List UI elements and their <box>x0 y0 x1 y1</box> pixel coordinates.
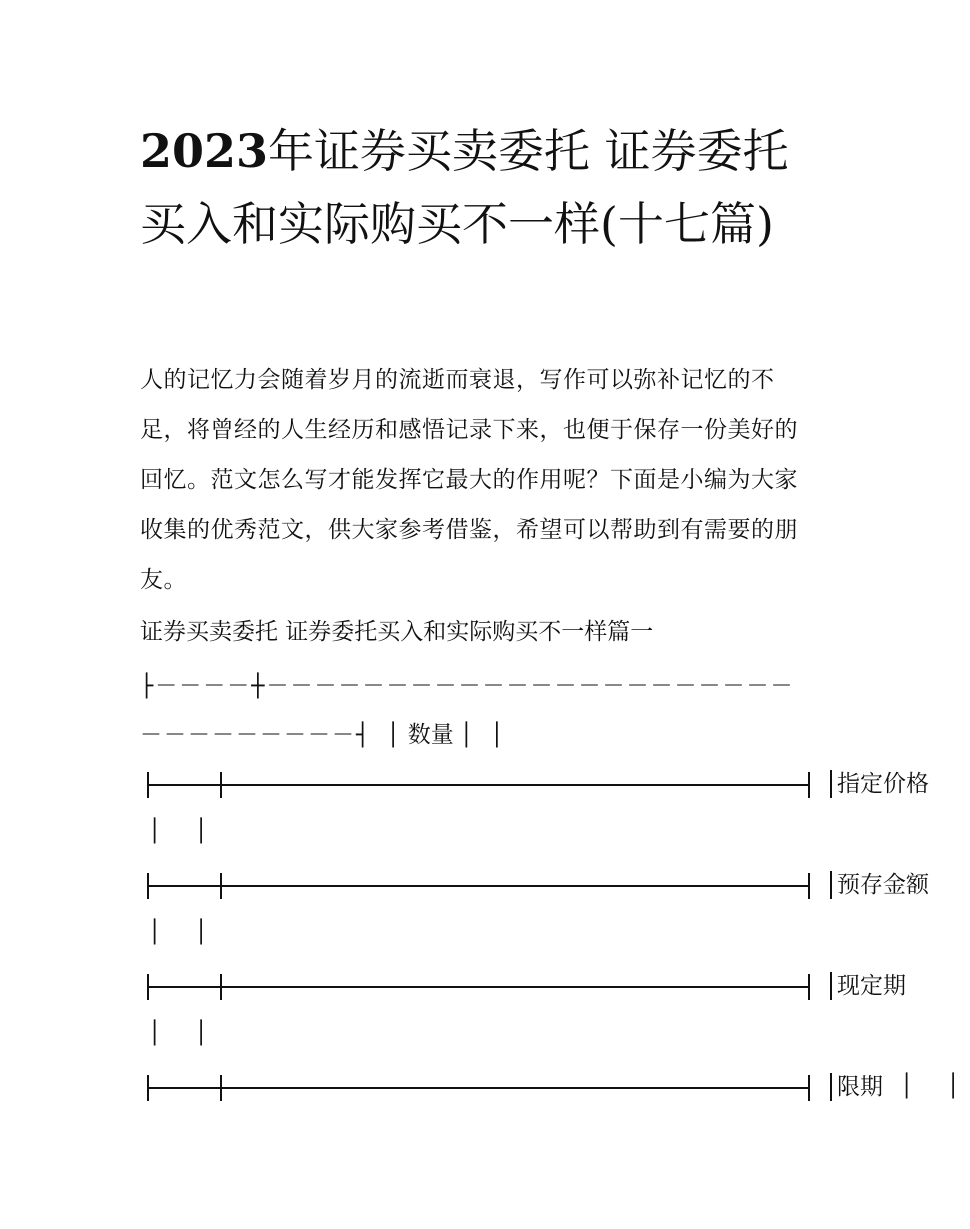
row-tick <box>147 873 149 899</box>
dash-line-2 <box>140 710 506 761</box>
row-label: 限期 <box>837 1074 883 1100</box>
row-separator <box>830 1073 832 1101</box>
row-line <box>148 885 810 887</box>
row-tick <box>220 772 222 798</box>
row-line <box>148 986 810 988</box>
intro-paragraph: 人的记忆力会随着岁月的流逝而衰退，写作可以弥补记忆的不足，将曾经的人生经历和感悟记录下来，也便于保存一份美好的回忆。范文怎么写才能发挥它最大的作用呢？下面是小编为大家收集的优秀范文，供大家参考借鉴，希望可以帮助到有需要的朋友。 <box>140 367 798 593</box>
row-tick <box>147 772 149 798</box>
row-tick <box>220 1075 222 1101</box>
row-label: 预存金额 <box>837 872 929 898</box>
row-tick <box>147 974 149 1000</box>
row-tick <box>147 1075 149 1101</box>
row-tick <box>808 772 810 798</box>
section-heading: 证券买卖委托 证券委托买入和实际购买不一样篇一 <box>140 619 654 645</box>
form-row-deposit-amount <box>140 861 929 961</box>
row-tick <box>808 974 810 1000</box>
dash-line-1: ├－－－－┼－－－－－－－－－－－－－－－－－－－－－－ <box>140 674 795 699</box>
row-bars: │ │ <box>148 920 218 945</box>
title-text: 年证券买卖委托 证券委托买入和实际购买不一样(十七篇) <box>140 124 789 251</box>
form-row-specified-price <box>140 760 929 860</box>
row-bars: │ │ <box>148 1021 218 1046</box>
row-bars: │ │ <box>148 819 218 844</box>
row-separator <box>830 871 832 899</box>
dash-line-2-bar: │ <box>386 723 402 748</box>
row-label: 现定期 <box>837 973 906 999</box>
row-separator <box>830 770 832 798</box>
row-tick <box>808 1075 810 1101</box>
quantity-label: 数量 <box>407 722 454 748</box>
row-tick <box>220 974 222 1000</box>
page-title <box>140 115 820 261</box>
row-line <box>148 784 810 786</box>
form-row-current-term <box>140 962 906 1062</box>
row-tick <box>220 873 222 899</box>
row-tail-bars: │ │ <box>900 1074 970 1099</box>
row-tick <box>808 873 810 899</box>
dash-line-2-dashes: －－－－－－－－－┤ <box>140 723 372 748</box>
form-row-time-limit <box>140 1063 970 1163</box>
title-year: 2023 <box>140 124 269 178</box>
row-separator <box>830 972 832 1000</box>
row-label: 指定价格 <box>837 771 929 797</box>
row-line <box>148 1087 810 1089</box>
dash-line-2-bars: │ │ <box>459 723 506 748</box>
